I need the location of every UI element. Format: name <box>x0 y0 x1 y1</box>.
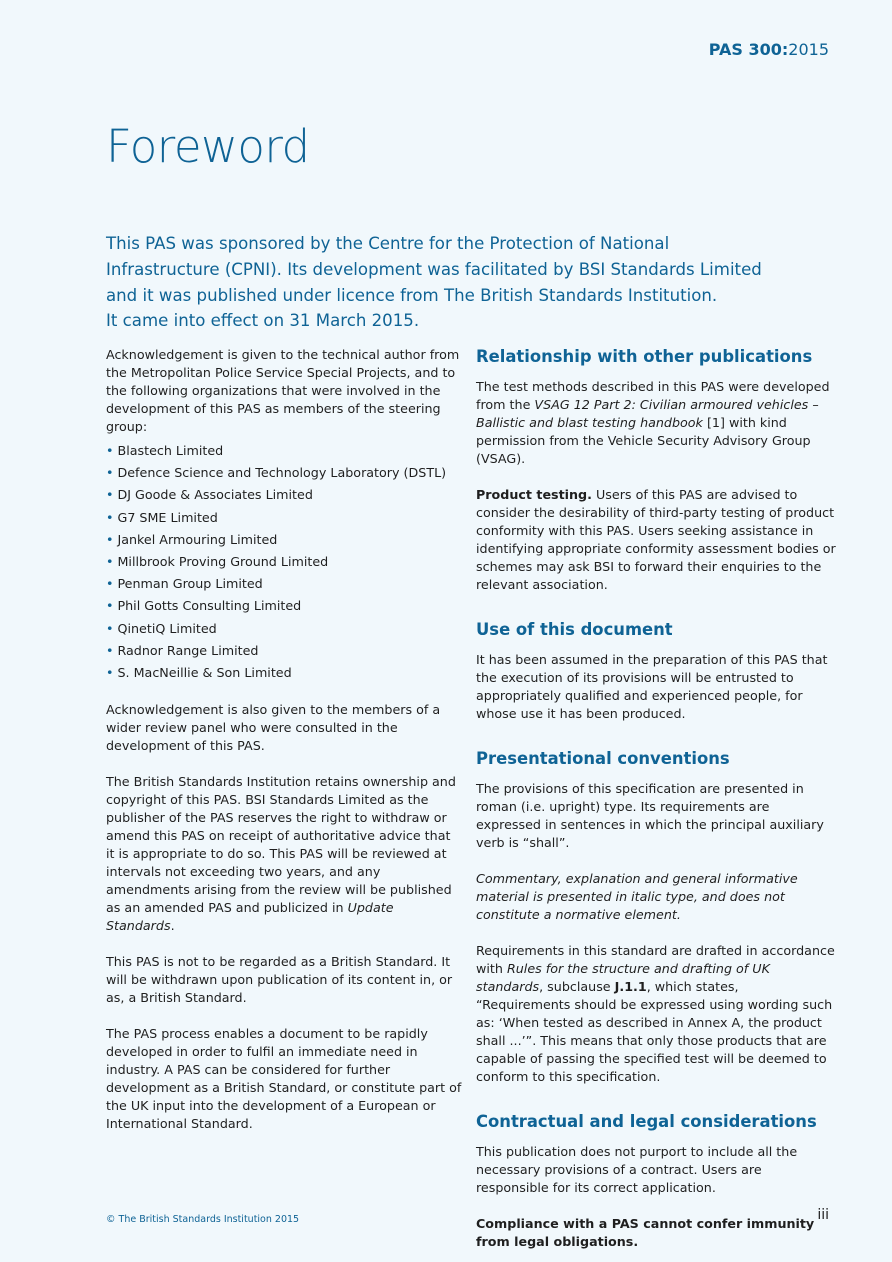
section-contractual <box>476 1111 836 1251</box>
bullet-icon: • <box>106 642 114 658</box>
conventions-paragraph: The provisions of this specification are presented in roman (i.e. upright) type. Its requirements are expressed in sentences in which the principal auxiliary verb is “shall”. <box>476 781 824 850</box>
bullet-icon: • <box>106 531 114 547</box>
bullet-icon: • <box>106 465 114 481</box>
bullet-icon: • <box>106 509 114 525</box>
copyright-notice: © The British Standards Institution 2015 <box>106 1214 300 1225</box>
right-column <box>476 346 836 1262</box>
commentary-paragraph: Commentary, explanation and general informative material is presented in italic type, and does not constitute a normative element. <box>476 871 798 922</box>
use-paragraph: It has been assumed in the preparation of this PAS that the execution of its provisions will be entrusted to appropriately qualified and experienced people, for whose use it has been produced. <box>476 652 828 721</box>
list-item: • Penman Group Limited <box>106 576 263 592</box>
section-use <box>476 619 836 723</box>
left-column <box>106 346 462 1151</box>
bullet-icon: • <box>106 664 114 680</box>
page-number: iii <box>817 1207 829 1223</box>
list-item: • Defence Science and Technology Laboratory (DSTL) <box>106 465 447 481</box>
section-heading: Use of this document <box>476 620 673 639</box>
page-header <box>709 40 829 59</box>
intro-line: Infrastructure (CPNI). Its development was facilitated by BSI Standards Limited <box>106 259 762 279</box>
list-item: • Radnor Range Limited <box>106 642 259 658</box>
compliance-paragraph: Compliance with a PAS cannot confer immunity from legal obligations. <box>476 1216 815 1249</box>
list-item: • Jankel Armouring Limited <box>106 531 278 547</box>
section-relationship <box>476 346 836 594</box>
contractual-paragraph: This publication does not purport to include all the necessary provisions of a contract. Users are responsible for its correct application. <box>476 1144 798 1195</box>
not-standard-paragraph: This PAS is not to be regarded as a British Standard. It will be withdrawn upon publication of its content in, or as, a British Standard. <box>106 954 453 1006</box>
section-heading: Contractual and legal considerations <box>476 1112 817 1131</box>
list-item: • DJ Goode & Associates Limited <box>106 487 313 503</box>
bullet-icon: • <box>106 553 114 569</box>
list-item: • Phil Gotts Consulting Limited <box>106 598 302 614</box>
bullet-icon: • <box>106 576 114 592</box>
list-item: • G7 SME Limited <box>106 509 218 525</box>
ownership-paragraph: The British Standards Institution retains ownership and copyright of this PAS. BSI Standards Limited as the publisher of the PAS reserves the right to withdraw or amend this PAS on receipt of authoritative advice that it is appropriate to do so. This PAS will be reviewed at intervals not exceeding two years, and any amendments arising from the review will be published as an amended PAS and publicized in Update Standards. <box>106 774 456 934</box>
intro-paragraph <box>106 231 786 334</box>
update-standards-ref: Update Standards <box>106 900 394 934</box>
bullet-icon: • <box>106 487 114 503</box>
intro-line: It came into effect on 31 March 2015. <box>106 311 420 331</box>
section-conventions <box>476 748 836 1086</box>
vsag-ref: VSAG 12 Part 2: Civilian armoured vehicles – Ballistic and blast testing handbook <box>476 397 819 430</box>
bullet-icon: • <box>106 620 114 636</box>
list-item: • Blastech Limited <box>106 443 224 458</box>
header-code: PAS 300: <box>708 40 789 59</box>
section-heading: Relationship with other publications <box>476 347 813 366</box>
requirements-paragraph: Requirements in this standard are drafted in accordance with Rules for the structure and drafting of UK standards, subclause J.1.1, which states, “Requirements should be expressed using wording such as: ‘When tested as described in Annex A, the product shall ...’”. This means that only those products that are capable of passing the specified test will be deemed to conform to this specification. <box>476 943 835 1084</box>
section-heading: Presentational conventions <box>476 749 730 768</box>
list-item: • QinetiQ Limited <box>106 620 217 636</box>
header-year: 2015 <box>788 40 829 59</box>
steering-group-list <box>106 440 462 684</box>
intro-line: and it was published under licence from The British Standards Institution. <box>106 285 718 305</box>
ack-intro: Acknowledgement is given to the technical author from the Metropolitan Police Service Special Projects, and to the following organizations that were involved in the development of this PAS as members of the steering group: <box>106 347 460 434</box>
product-testing-paragraph: Product testing. Users of this PAS are advised to consider the desirability of third-party testing of product conformity with this PAS. Users seeking assistance in identifying appropriate conformity assessment bodies or schemes may ask BSI to forward their enquiries to the relevant association. <box>476 487 836 592</box>
bullet-icon: • <box>106 443 114 458</box>
list-item: • Millbrook Proving Ground Limited <box>106 553 329 569</box>
page-title: Foreword <box>106 120 310 173</box>
intro-line: This PAS was sponsored by the Centre for the Protection of National <box>106 234 670 253</box>
relationship-paragraph: The test methods described in this PAS were developed from the VSAG 12 Part 2: Civilian armoured vehicles – Ballistic and blast testing handbook [1] with kind permission from the Vehicle Security Advisory Group (VSAG). <box>476 379 830 466</box>
process-paragraph: The PAS process enables a document to be rapidly developed in order to fulfil an immediate need in industry. A PAS can be considered for further development as a British Standard, or constitute part of the UK input into the development of a European or International Standard. <box>106 1026 462 1132</box>
ack-panel: Acknowledgement is also given to the members of a wider review panel who were consulted in the development of this PAS. <box>106 702 441 754</box>
list-item: • S. MacNeillie & Son Limited <box>106 664 292 680</box>
bullet-icon: • <box>106 598 114 614</box>
